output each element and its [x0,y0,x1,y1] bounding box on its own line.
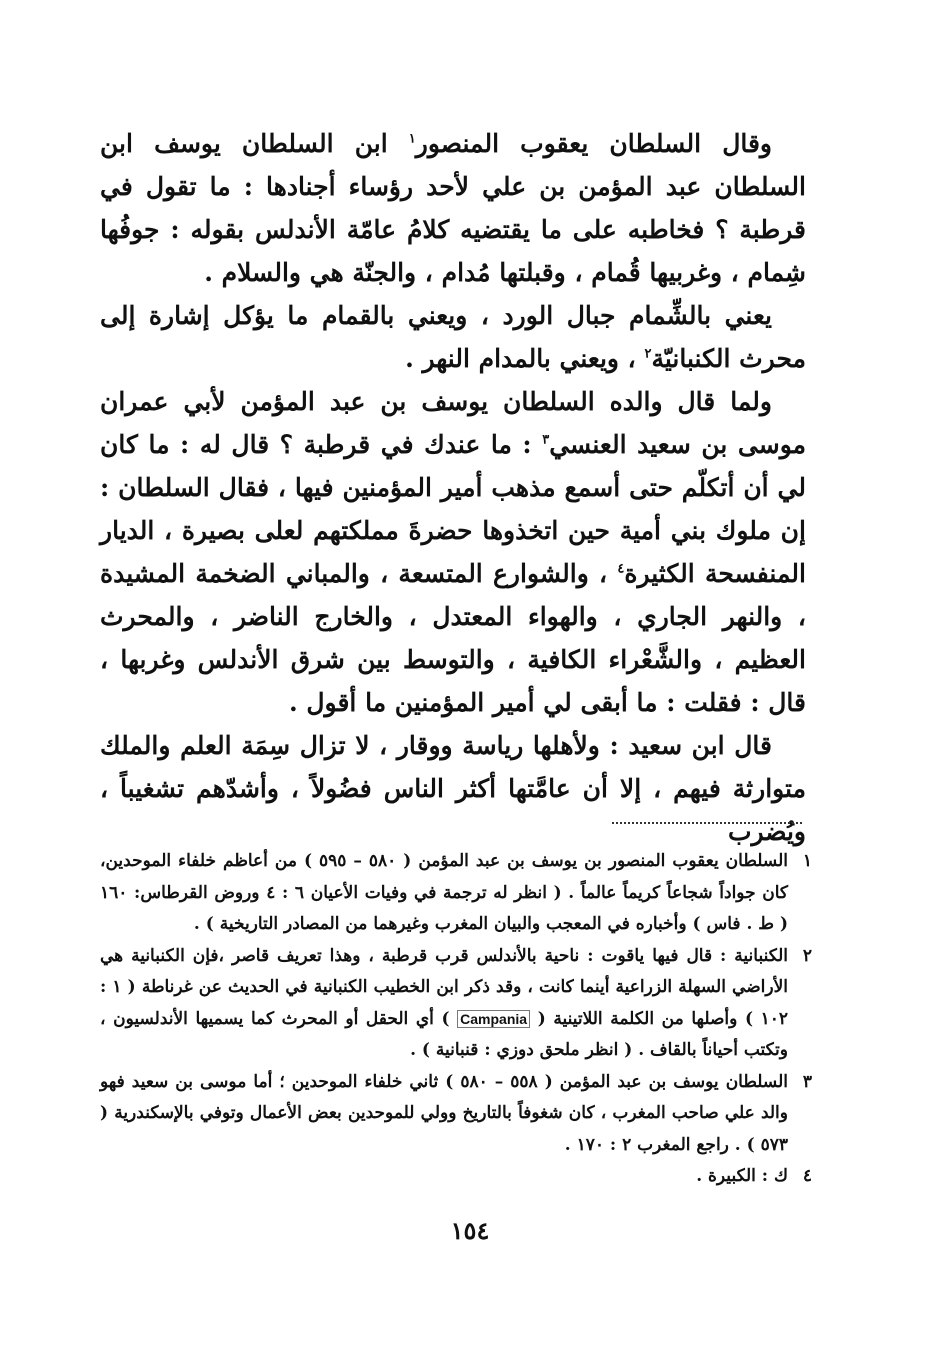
paragraph-1-text: وقال السلطان يعقوب المنصور [415,129,772,158]
footnote-number: ٤ [802,1166,812,1186]
footnote-1 [100,846,812,941]
paragraph-4-text: قال ابن سعيد : ولأهلها رياسة ووقار ، لا تزال سِمَة العلم والملك متوارثة فيهم ، إلا أن عامَّتها أكثر الناس فضُولاً ، وأشدّهم تشغيباً ، ويُضرب [100,731,806,846]
footnote-ref-4[interactable]: ٤ [617,561,625,577]
paragraph-2-text: يعني بالشِّمام جبال الورد ، ويعني بالقمام ما يؤكل إشارة إلى محرث الكنبانيّة [100,301,806,373]
footnote-separator [612,822,802,824]
paragraph-1 [100,122,806,294]
footnote-2 [100,941,812,1067]
latin-term: Campania [457,1010,530,1028]
footnotes [100,846,812,1193]
paragraph-3-rest-b: ، والشوارع المتسعة ، والمباني الضخمة المشيدة ، والنهر الجاري ، والهواء المعتدل ، والخارج الناضر ، والمحرث العظيم ، والشَّعْراء الكافية ، والتوسط بين شرق الأندلس وغربها ، قال : فقلت : ما أبقى لي أمير المؤمنين ما أقول . [100,559,806,717]
footnote-number: ٢ [802,945,812,966]
footnote-ref-3[interactable]: ٣ [542,432,550,448]
footnote-number: ٣ [802,1071,812,1092]
footnote-text: السلطان يعقوب المنصور بن يوسف بن عبد المؤمن ( ٥٨٠ – ٥٩٥ ) من أعاظم خلفاء الموحدين، كان جواداً شجاعاً كريماً عالماً . ( انظر له ترجمة في وفيات الأعيان ٦ : ٤ وروض القرطاس: ١٦٠ ( ط . فاس ) وأخباره في المعجب والبيان المغرب وغيرهما من المصادر التاريخية ) . [100,851,788,934]
paragraph-3 [100,380,806,724]
footnote-ref-2[interactable]: ٢ [644,346,652,362]
paragraph-3-text: ولما قال والده السلطان يوسف بن عبد المؤمن لأبي عمران موسى بن سعيد العنسي [100,387,806,459]
footnote-3 [100,1067,812,1162]
paragraph-4 [100,724,806,853]
paragraph-3-rest-a: : ما عندك في قرطبة ؟ قال له : ما كان لي أن أتكلّم حتى أسمع مذهب أمير المؤمنين فيها ، فقال السلطان : إن ملوك بني أمية حين اتخذوها حضرةَ مملكتهم لعلى بصيرة ، الديار المنفسحة الكثيرة [100,430,806,588]
paragraph-1-rest: ابن السلطان يوسف ابن السلطان عبد المؤمن بن علي لأحد رؤساء أجنادها : ما تقول في قرطبة ؟ فخاطبه على ما يقتضيه كلامُ عامّة الأندلس بقوله : جوفُها شِمام ، وغربيها قُمام ، وقبلتها مُدام ، والجنّة هي والسلام . [100,129,806,287]
paragraph-2 [100,294,806,380]
footnote-ref-1[interactable]: ١ [408,131,416,147]
footnote-number: ١ [802,851,812,871]
paragraph-2-rest: ، ويعني بالمدام النهر . [405,344,645,373]
main-text [100,122,806,853]
footnote-text-part-b: ) أي الحقل أو المحرث كما يسميها الأندلسيون ، وتكتب أحياناً بالقاف . ( انظر ملحق دوزي : قنبانية ) . [100,1008,788,1060]
footnote-text: السلطان يوسف بن عبد المؤمن ( ٥٥٨ – ٥٨٠ ) ثاني خلفاء الموحدين ؛ أما موسى بن سعيد فهو والد علي صاحب المغرب ، كان شغوفاً بالتاريخ وولي للموحدين بعض الأعمال وتوفي بالإسكندرية ( ٥٧٣ ) . راجع المغرب ٢ : ١٧٠ . [100,1071,788,1155]
footnote-text-part-a: الكنبانية : قال فيها ياقوت : ناحية بالأندلس قرب قرطبة ، وهذا تعريف قاصر ،فإن الكنبانية هي الأراضي السهلة الزراعية أينما كانت ، وقد ذكر ابن الخطيب الكنبانية في الحديث عن غرناطة ( ١ : ١٠٢ ) وأصلها من الكلمة اللاتينية ( [100,945,788,1029]
footnote-4 [100,1161,812,1193]
footnote-text: ك : الكبيرة . [696,1166,788,1186]
page-number: ١٥٤ [450,1216,490,1245]
footnote-text [100,941,788,1067]
